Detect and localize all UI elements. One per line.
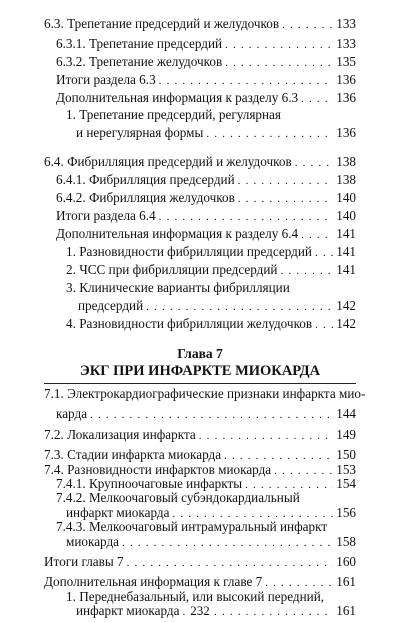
leader-dots — [245, 479, 333, 491]
toc-entry-page: 150 — [336, 447, 356, 463]
toc-entry-title: 7.4.1. Крупноочаговые инфаркты — [56, 476, 243, 491]
leader-dots — [315, 319, 333, 331]
toc-entry-title: миокарда — [66, 533, 120, 549]
toc-entry-page: 136 — [336, 90, 356, 105]
toc-entry-page: 133 — [336, 16, 356, 31]
toc-entry-page: 141 — [336, 244, 356, 259]
toc-entry-title: 6.3.2. Трепетание желудочков — [56, 54, 223, 69]
leader-dots — [172, 508, 333, 520]
leader-dots — [146, 301, 333, 313]
toc-entry-title: 6.3. Трепетание предсердий и желудочков — [44, 16, 280, 31]
toc-entry-title: и нерегулярная формы — [76, 125, 204, 140]
leader-dots — [238, 193, 333, 205]
leader-dots — [301, 229, 333, 241]
toc-entry-page: 141 — [336, 262, 356, 277]
toc-entry — [56, 407, 356, 421]
toc-entry-page: 156 — [336, 504, 356, 520]
toc-entry-page: 140 — [336, 190, 356, 205]
toc-entry-title: 1. Разновидности фибрилляции предсердий — [66, 244, 312, 259]
leader-dots — [280, 265, 333, 277]
toc-entry — [56, 209, 356, 223]
toc-entry — [56, 55, 356, 69]
toc-entry — [66, 317, 356, 331]
toc-entry-title: 7.4. Разновидности инфарктов миокарда — [44, 461, 272, 477]
toc-entry-title: 7.4.3. Мелкоочаговый интрамуральный инфаркт — [56, 519, 328, 535]
leader-dots — [90, 409, 333, 421]
toc-entry-title: предсердий — [78, 298, 144, 313]
toc-entry-page: 135 — [336, 54, 356, 69]
toc-entry-title: 1. Трепетание предсердий, регулярная — [66, 107, 281, 122]
toc-entry-title: Дополнительная информация к разделу 6.4 — [56, 226, 299, 241]
toc-entry-page: 138 — [336, 172, 356, 187]
chapter-label: Глава 7 — [177, 346, 223, 361]
leader-dots — [159, 75, 334, 87]
toc-entry-page: 144 — [336, 406, 356, 422]
leader-dots — [225, 57, 333, 69]
toc-entry-title: 7.2. Локализация инфаркта — [44, 426, 196, 442]
toc-entry-title: Итоги главы 7 — [44, 554, 124, 569]
toc-entry-title: 7.1. Электрокардиографические признаки инфаркта мио- — [44, 386, 366, 401]
leader-dots — [199, 430, 333, 442]
toc-entry — [44, 463, 356, 477]
toc-entry-page: 140 — [336, 208, 356, 223]
page-number: 232 — [190, 603, 210, 618]
leader-dots — [282, 19, 333, 31]
toc-entry-page: 154 — [336, 476, 356, 491]
toc-entry — [66, 245, 356, 259]
toc-entry — [66, 263, 356, 277]
toc-entry-title: инфаркт миокарда — [76, 603, 180, 619]
toc-entry — [44, 448, 356, 462]
toc-entry-page: 149 — [336, 426, 356, 442]
toc-entry — [76, 126, 356, 140]
toc-entry — [56, 91, 356, 105]
leader-dots — [238, 175, 334, 187]
leader-dots — [127, 557, 334, 569]
toc-entry-title: 4. Разновидности фибрилляции желудочков — [66, 316, 313, 331]
toc-entry-title: Итоги раздела 6.4 — [56, 208, 156, 223]
toc-entry-page: 158 — [336, 533, 356, 549]
toc-entry — [56, 37, 356, 51]
toc-entry — [44, 17, 356, 31]
chapter-title: ЭКГ ПРИ ИНФАРКТЕ МИОКАРДА — [79, 363, 321, 379]
toc-entry — [56, 173, 356, 187]
toc-entry-page: 136 — [336, 125, 356, 140]
toc-entry — [44, 555, 356, 569]
toc-entry-title: Итоги раздела 6.3 — [56, 72, 156, 87]
toc-entry — [56, 477, 356, 491]
toc-entry-page: 161 — [336, 574, 356, 590]
leader-dots — [315, 247, 333, 259]
toc-entry-title: 6.4.2. Фибрилляция желудочков — [56, 190, 235, 205]
toc-entry-title: 6.4.1. Фибрилляция предсердий — [56, 172, 235, 187]
toc-entry — [66, 506, 356, 520]
toc-entry-title: 1. Переднебазальный, или высокий передний, — [66, 588, 325, 604]
leader-dots — [265, 577, 333, 589]
toc-entry-title: инфаркт миокарда — [66, 504, 170, 520]
toc-entry — [44, 155, 356, 169]
toc-entry-title: 6.4. Фибрилляция предсердий и желудочков — [44, 154, 292, 169]
toc-entry-page: 160 — [336, 554, 356, 569]
toc-entry-title: 7.3. Стадии инфаркта миокарда — [44, 447, 222, 463]
toc-entry — [56, 191, 356, 205]
toc-entry-title: 2. ЧСС при фибрилляции предсердий — [66, 262, 278, 277]
toc-entry — [44, 428, 356, 442]
toc-entry-page: 133 — [336, 36, 356, 51]
toc-entry — [56, 73, 356, 87]
leader-dots — [225, 39, 333, 51]
leader-dots — [159, 211, 334, 223]
toc-entry-title: 6.3.1. Трепетание предсердий — [56, 36, 223, 51]
toc-entry-title: 7.4.2. Мелкоочаговый субэндокардиальный — [56, 490, 300, 506]
toc-entry-page: 136 — [336, 72, 356, 87]
toc-entry-page: 142 — [336, 316, 356, 331]
divider — [44, 383, 356, 384]
leader-dots — [224, 450, 333, 462]
toc-entry — [44, 575, 356, 589]
toc-entry-title: карда — [56, 406, 88, 422]
leader-dots — [301, 93, 333, 105]
toc-entry — [78, 299, 356, 313]
toc-entry-page: 161 — [336, 603, 356, 619]
leader-dots — [274, 465, 333, 477]
toc-entry-page: 153 — [336, 461, 356, 477]
toc-entry-title: Дополнительная информация к главе 7 — [44, 574, 263, 590]
toc-entry-page: 138 — [336, 154, 356, 169]
toc-entry-title: 3. Клинические варианты фибрилляции — [66, 280, 290, 295]
toc-entry-page: 142 — [336, 298, 356, 313]
leader-dots — [206, 128, 333, 140]
leader-dots — [122, 537, 333, 549]
toc-entry — [66, 535, 356, 549]
toc-entry — [56, 227, 356, 241]
toc-entry-title: Дополнительная информация к разделу 6.3 — [56, 90, 299, 105]
toc-entry-page: 141 — [336, 226, 356, 241]
leader-dots — [295, 157, 334, 169]
